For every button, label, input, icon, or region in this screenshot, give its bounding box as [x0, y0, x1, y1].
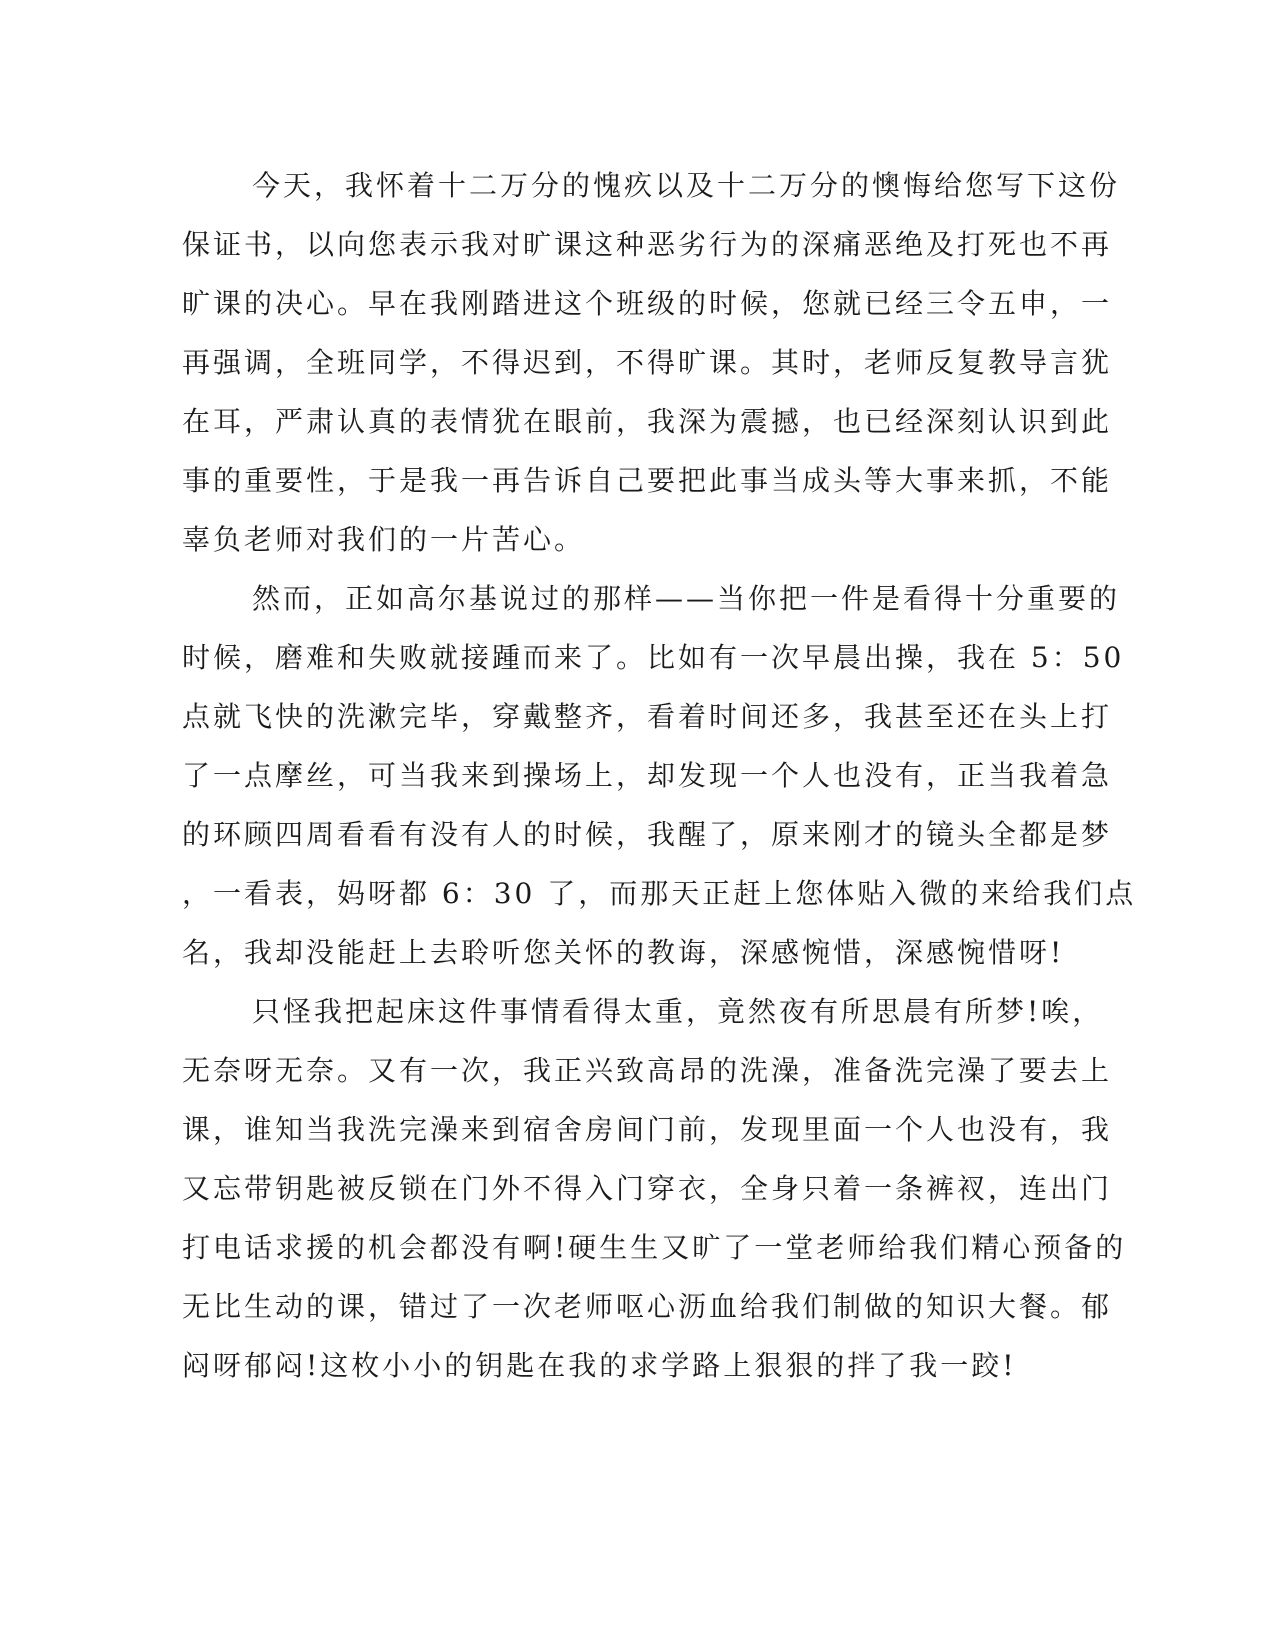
text-line: 了一点摩丝，可当我来到操场上，却发现一个人也没有，正当我着急: [182, 759, 1113, 792]
text-line: 打电话求援的机会都没有啊!硬生生又旷了一堂老师给我们精心预备的: [182, 1231, 1127, 1264]
text-line: 无奈呀无奈。又有一次，我正兴致高昂的洗澡，准备洗完澡了要去上: [182, 1054, 1113, 1087]
text-line: 课，谁知当我洗完澡来到宿舍房间门前，发现里面一个人也没有，我: [182, 1113, 1113, 1146]
text-line: 无比生动的课，错过了一次老师呕心沥血给我们制做的知识大餐。郁: [182, 1290, 1113, 1323]
text-line: 旷课的决心。早在我刚踏进这个班级的时候，您就已经三令五申，一: [182, 287, 1113, 320]
text-line: 辜负老师对我们的一片苦心。: [182, 523, 586, 556]
text-line: 事的重要性，于是我一再告诉自己要把此事当成头等大事来抓，不能: [182, 464, 1113, 497]
text-line: ，一看表，妈呀都 6：30 了，而那天正赶上您体贴入微的来给我们点: [182, 877, 1137, 910]
text-line: 又忘带钥匙被反锁在门外不得入门穿衣，全身只着一条裤衩，连出门: [182, 1172, 1113, 1205]
text-line: 只怪我把起床这件事情看得太重，竟然夜有所思晨有所梦!唉，: [252, 995, 1104, 1028]
text-line: 闷呀郁闷!这枚小小的钥匙在我的求学路上狠狠的拌了我一跤!: [182, 1349, 1017, 1382]
paragraph: [182, 569, 1137, 982]
text-line: 再强调，全班同学，不得迟到，不得旷课。其时，老师反复教导言犹: [182, 346, 1113, 379]
text-line: 今天，我怀着十二万分的愧疚以及十二万分的懊悔给您写下这份: [252, 169, 1121, 202]
text-line: 点就飞快的洗漱完毕，穿戴整齐，看着时间还多，我甚至还在头上打: [182, 700, 1113, 733]
text-line: 在耳，严肃认真的表情犹在眼前，我深为震撼，也已经深刻认识到此: [182, 405, 1113, 438]
text-line: 时候，磨难和失败就接踵而来了。比如有一次早晨出操，我在 5：50: [182, 641, 1125, 674]
paragraph: [182, 982, 1127, 1395]
text-line: 然而，正如高尔基说过的那样——当你把一件是看得十分重要的: [252, 582, 1121, 615]
text-line: 的环顾四周看看有没有人的时候，我醒了，原来刚才的镜头全都是梦: [182, 818, 1113, 851]
text-line: 名，我却没能赶上去聆听您关怀的教诲，深感惋惜，深感惋惜呀!: [182, 936, 1065, 969]
text-line: 保证书，以向您表示我对旷课这种恶劣行为的深痛恶绝及打死也不再: [182, 228, 1113, 261]
document-body: [182, 156, 1137, 1395]
paragraph: [182, 156, 1121, 569]
